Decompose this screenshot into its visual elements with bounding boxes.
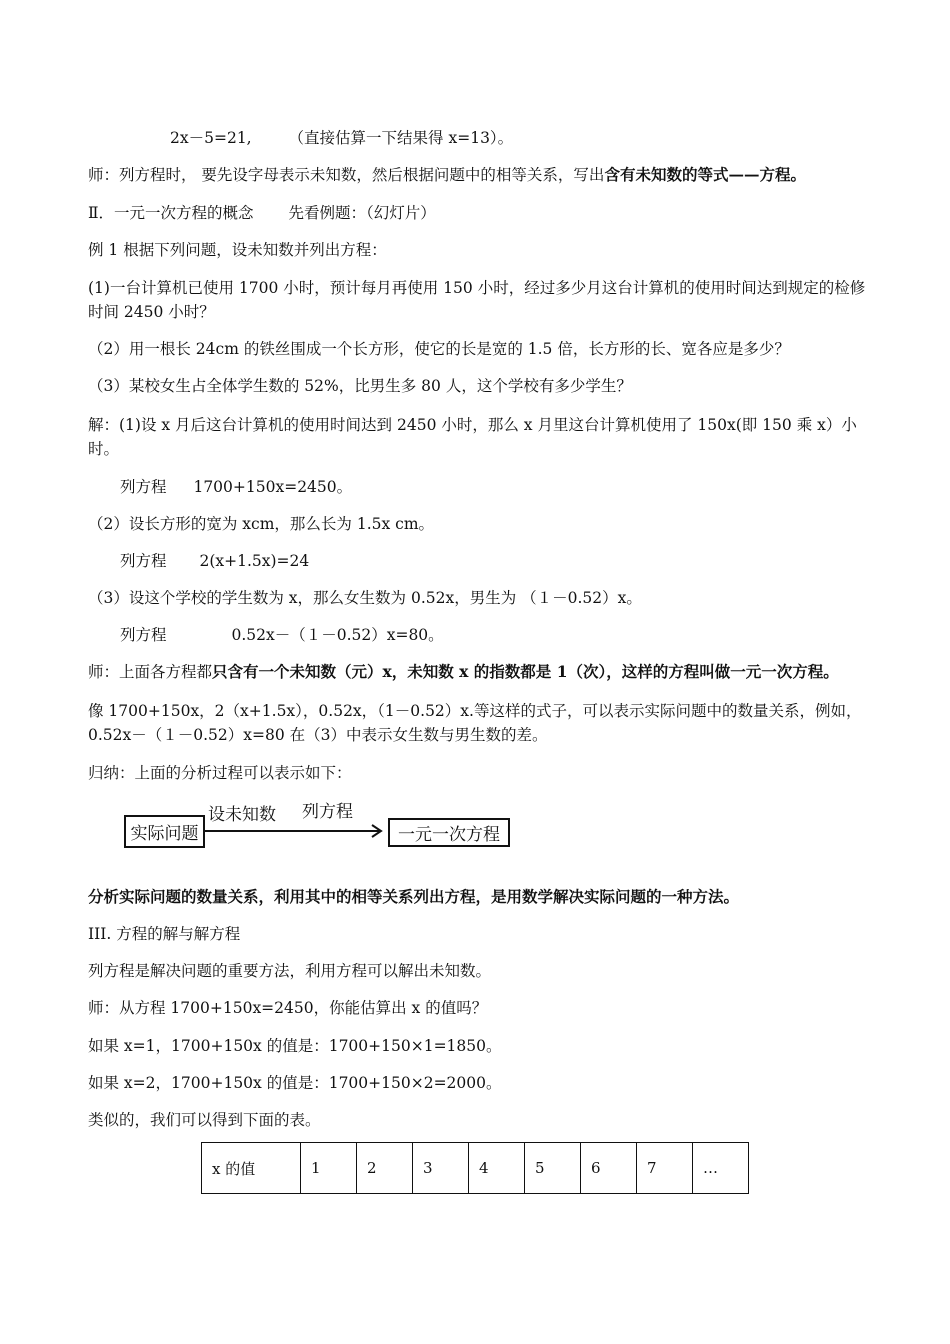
solution-2: （2）设长方形的宽为 xcm，那么长为 1.5x cm。 (88, 515, 435, 533)
flow-box-linear-equation: 一元一次方程 (388, 818, 510, 847)
estimate-note: （直接估算一下结果得 x=13）。 (288, 129, 514, 147)
teacher-question: 师：从方程 1700+150x=2450，你能估算出 x 的值吗？ (88, 999, 488, 1017)
flow-label-list-equation: 列方程 (302, 802, 353, 822)
section-note: 先看例题：（幻灯片） (288, 204, 436, 222)
table-cell: 4 (469, 1143, 525, 1194)
table-cell: 7 (637, 1143, 693, 1194)
equation-importance: 列方程是解决问题的重要方法，利用方程可以解出未知数。 (88, 962, 492, 980)
equation-2 (120, 551, 309, 571)
summary-intro: 归纳：上面的分析过程可以表示如下： (88, 764, 352, 782)
problem-2: （2）用一根长 24cm 的铁丝围成一个长方形，使它的长是宽的 1.5 倍，长方形的长、宽各应是多少？ (88, 340, 790, 358)
section-title: Ⅱ．一元一次方程的概念 (88, 204, 254, 222)
expression-explanation: 像 1700+150x，2（x+1.5x），0.52x，（1－0.52）x.等这样的式子，可以表示实际问题中的数量关系，例如，0.52x－（１－0.52）x=80 在（3）中表示女生数与男生数的差。 (88, 702, 862, 744)
x-value-table (201, 1142, 749, 1194)
example-1-intro: 例 1 根据下列问题，设未知数并列出方程： (88, 241, 387, 259)
table-row (202, 1143, 749, 1194)
section-heading-2 (88, 203, 436, 223)
teacher-definition (88, 662, 839, 682)
equation-value: 0.52x－（１－0.52）x=80。 (231, 626, 444, 644)
table-cell: 3 (413, 1143, 469, 1194)
solution-1: 解：(1)设 x 月后这台计算机的使用时间达到 2450 小时，那么 x 月里这台计算机使用了 150x(即 150 乘 x）小时。 (88, 416, 857, 458)
equation-label: 列方程 (120, 626, 167, 644)
flow-arrow (205, 822, 387, 840)
equation-value: 1700+150x=2450。 (193, 478, 353, 496)
equation-value: 2(x+1.5x)=24 (199, 552, 310, 570)
flow-label-set-unknown: 设未知数 (208, 805, 276, 825)
equation-label: 列方程 (120, 552, 167, 570)
teacher-note-equation (88, 165, 806, 185)
linear-equation-definition: 只含有一个未知数（元）x，未知数 x 的指数都是 1（次），这样的方程叫做一元一次方程。 (212, 662, 839, 681)
flow-box-actual-problem: 实际问题 (124, 815, 205, 848)
teacher-definition-text: 师：上面各方程都 (88, 663, 213, 681)
method-statement: 分析实际问题的数量关系，利用其中的相等关系列出方程，是用数学解决实际问题的一种方法。 (88, 887, 740, 906)
case-x-1: 如果 x=1，1700+150x 的值是：1700+150×1=1850。 (88, 1037, 502, 1055)
equation-label: 列方程 (120, 478, 167, 496)
table-header-cell: x 的值 (202, 1143, 301, 1194)
table-cell: 6 (581, 1143, 637, 1194)
table-cell: 2 (357, 1143, 413, 1194)
problem-3: （3）某校女生占全体学生数的 52%，比男生多 80 人，这个学校有多少学生？ (88, 377, 632, 395)
equation-text: 2x－5=21, (170, 129, 252, 147)
case-x-2: 如果 x=2，1700+150x 的值是：1700+150×2=2000。 (88, 1074, 502, 1092)
teacher-note-text: 师：列方程时， 要先设字母表示未知数，然后根据问题中的相等关系，写出 (88, 166, 605, 184)
table-cell: 1 (301, 1143, 357, 1194)
equation-1 (120, 477, 352, 497)
table-cell: … (693, 1143, 749, 1194)
table-intro: 类似的，我们可以得到下面的表。 (88, 1111, 321, 1129)
table-cell: 5 (525, 1143, 581, 1194)
problem-1: (1)一台计算机已使用 1700 小时，预计每月再使用 150 小时，经过多少月这台计算机的使用时间达到规定的检修时间 2450 小时？ (88, 279, 866, 321)
section-heading-3: III. 方程的解与解方程 (88, 925, 241, 943)
equation-3 (120, 625, 444, 645)
equation-estimate (170, 128, 513, 148)
solution-3: （3）设这个学校的学生数为 x，那么女生数为 0.52x，男生为 （１－0.52）x。 (88, 589, 642, 607)
equation-definition: 含有未知数的等式——方程。 (604, 165, 806, 184)
